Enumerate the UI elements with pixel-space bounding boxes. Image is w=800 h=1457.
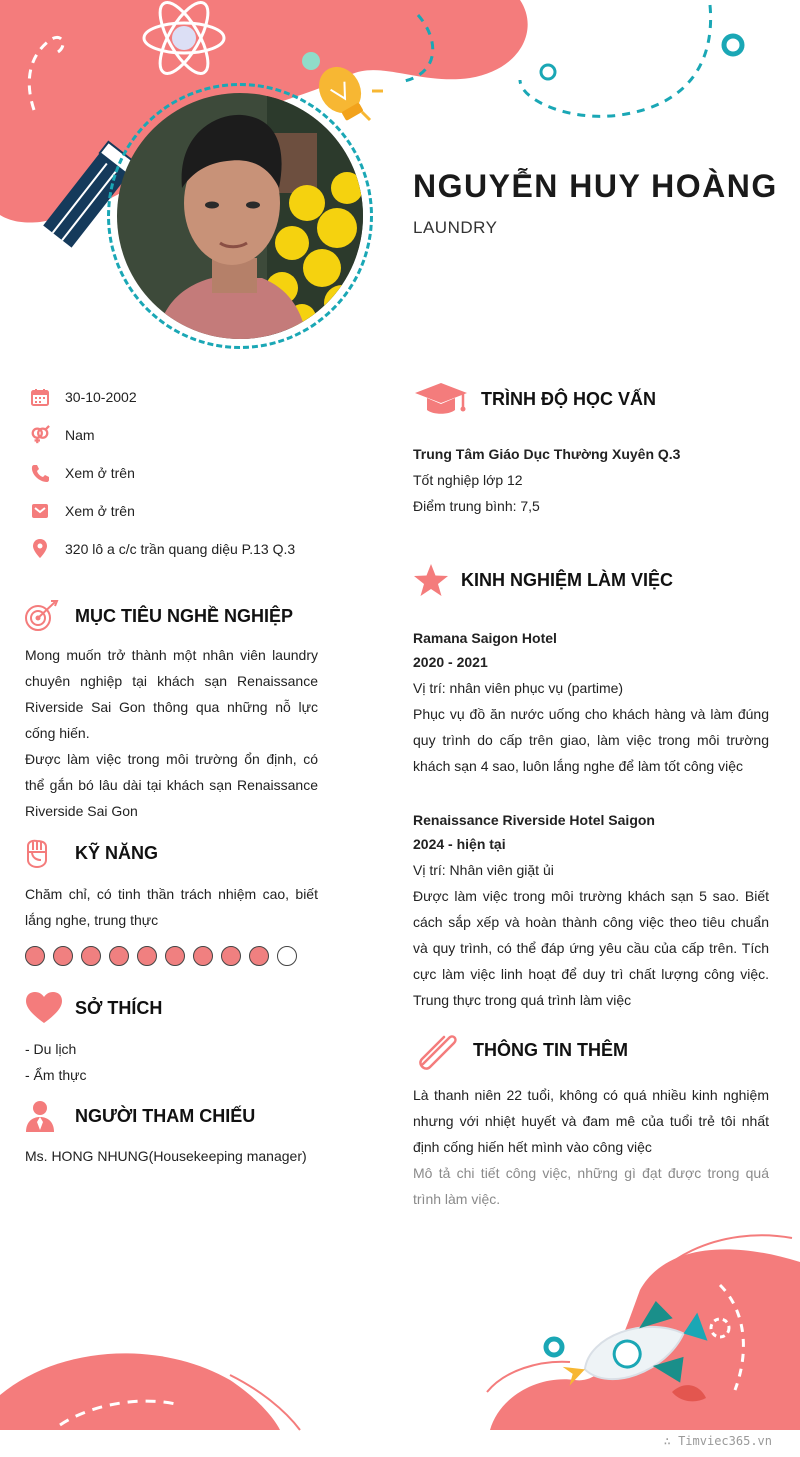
contact-email xyxy=(30,499,135,523)
hobbies-heading xyxy=(25,990,162,1026)
hobbies-title: SỞ THÍCH xyxy=(75,997,163,1018)
job-description: Được làm việc trong môi trường khách sạn 5 sao. Biết cách sắp xếp và hoàn thành công việc theo tiêu chuẩn và quy trình, có thể đáp ứng yêu cầu của cấp trên. Tích cực làm việc linh hoạt để duy trì chất lượng công việc. Trung thực trong quá trình làm việc xyxy=(413,888,769,1008)
heart-icon xyxy=(25,990,75,1026)
rating-dot xyxy=(165,946,185,966)
birthdate-text: 30-10-2002 xyxy=(65,389,137,405)
rating-dot xyxy=(109,946,129,966)
education-title: TRÌNH ĐỘ HỌC VẤN xyxy=(481,388,656,409)
objective-title: MỤC TIÊU NGHỀ NGHIỆP xyxy=(75,605,294,626)
job-period: 2024 - hiện tại xyxy=(413,836,506,852)
gender-icon xyxy=(30,425,50,445)
experience-title: KINH NGHIỆM LÀM VIỆC xyxy=(461,569,674,590)
job-role: Vị trí: Nhân viên giặt ủi xyxy=(413,862,554,878)
job-position: LAUNDRY xyxy=(413,218,498,237)
objective-body xyxy=(25,642,318,824)
additional-text: Là thanh niên 22 tuổi, không có quá nhiều kinh nghiệm nhưng với nhiệt huyết và đam mê của tuổi trẻ tôi nhất định cống hiến hết mình vào công việc xyxy=(413,1087,769,1155)
gender-text: Nam xyxy=(65,427,95,443)
contact-birthdate xyxy=(30,385,137,409)
hobby-item: - Ẩm thực xyxy=(25,1067,87,1083)
star-icon xyxy=(413,562,461,598)
references-text: Ms. HONG NHUNG(Housekeeping manager) xyxy=(25,1148,307,1164)
job-period: 2020 - 2021 xyxy=(413,654,488,670)
contact-gender xyxy=(30,423,95,447)
rating-dot xyxy=(193,946,213,966)
email-icon xyxy=(30,501,50,521)
person-icon xyxy=(25,1098,75,1134)
education-line: Điểm trung bình: 7,5 xyxy=(413,498,540,514)
paperclip-icon xyxy=(413,1030,473,1070)
rating-dot xyxy=(137,946,157,966)
rating-dot xyxy=(277,946,297,966)
job-description: Phục vụ đồ ăn nước uống cho khách hàng và làm đúng quy trình do cấp trên giao, làm việc trong môi trường khách sạn 4 sao, luôn lắng nghe để làm tốt công việc xyxy=(413,706,769,774)
phone-text: Xem ở trên xyxy=(65,465,135,481)
objective-paragraph-2: Được làm việc trong môi trường ổn định, có thể gắn bó lâu dài tại khách sạn Renaissance Riverside Sai Gon xyxy=(25,751,318,819)
job-entry xyxy=(413,807,769,1013)
calendar-icon xyxy=(30,387,50,407)
contact-address xyxy=(30,537,295,561)
additional-heading xyxy=(413,1030,628,1070)
objective-heading xyxy=(25,598,293,634)
additional-title: THÔNG TIN THÊM xyxy=(473,1039,628,1060)
additional-body xyxy=(413,1082,769,1212)
experience-heading xyxy=(413,562,673,598)
location-pin-icon xyxy=(30,539,50,559)
fist-icon xyxy=(25,835,75,871)
rating-dot xyxy=(53,946,73,966)
job-role: Vị trí: nhân viên phục vụ (partime) xyxy=(413,680,624,696)
contact-phone xyxy=(30,461,135,485)
education-body xyxy=(413,441,769,519)
education-heading xyxy=(413,379,656,419)
watermark: ∴ Timviec365.vn xyxy=(663,1434,772,1448)
rating-dot xyxy=(249,946,269,966)
address-text: 320 lô a c/c trần quang diệu P.13 Q.3 xyxy=(65,541,296,557)
avatar-photo xyxy=(117,93,363,339)
job-company: Ramana Saigon Hotel xyxy=(413,630,557,646)
avatar xyxy=(117,93,363,339)
rating-dot xyxy=(81,946,101,966)
references-title: NGƯỜI THAM CHIẾU xyxy=(75,1105,256,1126)
school-name: Trung Tâm Giáo Dục Thường Xuyên Q.3 xyxy=(413,446,681,462)
email-text: Xem ở trên xyxy=(65,503,135,519)
hobbies-list xyxy=(25,1036,318,1088)
candidate-name: NGUYỄN HUY HOÀNG xyxy=(413,168,778,204)
job-company: Renaissance Riverside Hotel Saigon xyxy=(413,812,655,828)
education-line: Tốt nghiệp lớp 12 xyxy=(413,472,523,488)
hobby-item: - Du lịch xyxy=(25,1041,77,1057)
additional-placeholder: Mô tả chi tiết công việc, những gì đạt được trong quá trình làm việc. xyxy=(413,1165,769,1207)
phone-icon xyxy=(30,463,50,483)
skills-text: Chăm chỉ, có tinh thần trách nhiệm cao, biết lắng nghe, trung thực xyxy=(25,886,318,928)
skills-heading xyxy=(25,835,158,871)
references-heading xyxy=(25,1098,255,1134)
graduation-cap-icon xyxy=(413,379,481,419)
rating-dot xyxy=(221,946,241,966)
skills-title: KỸ NĂNG xyxy=(75,842,159,863)
job-entry xyxy=(413,625,769,779)
skill-rating xyxy=(25,946,297,966)
objective-paragraph-1: Mong muốn trở thành một nhân viên laundry chuyên nghiệp tại khách sạn Renaissance Riverside Sai Gon thông qua những nỗ lực cống hiến. xyxy=(25,647,318,741)
target-icon xyxy=(25,598,75,634)
rating-dot xyxy=(25,946,45,966)
